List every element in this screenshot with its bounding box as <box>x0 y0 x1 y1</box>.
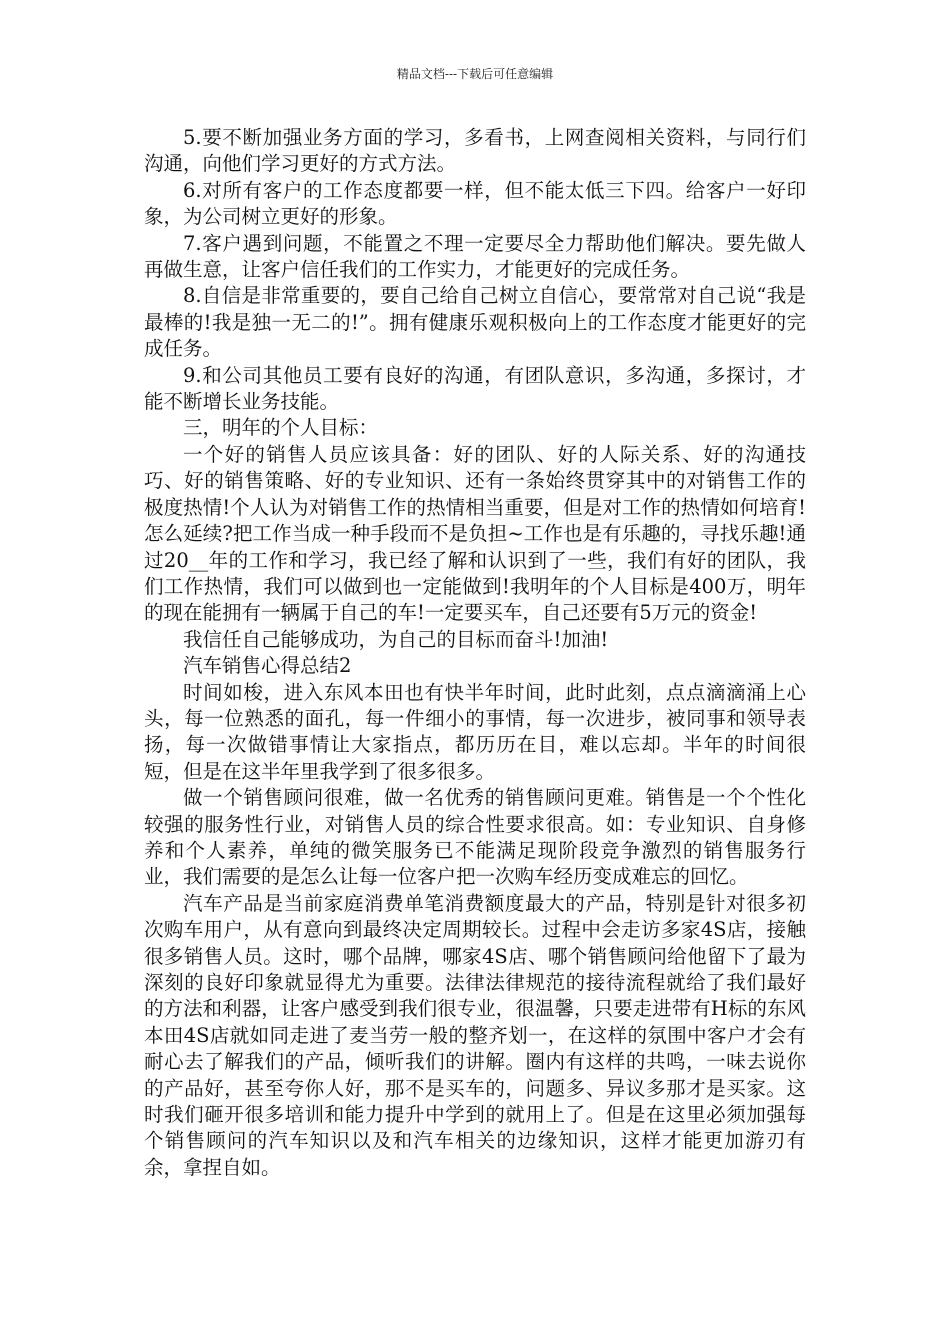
paragraph-item-8: 8.自信是非常重要的，要自己给自己树立自信心，要常常对自己说“我是最棒的!我是独一无二的!”。拥有健康乐观积极向上的工作态度才能更好的完成任务。 <box>144 284 806 361</box>
section-title-summary-2: 汽车销售心得总结2 <box>183 654 352 678</box>
document-body <box>144 125 806 1181</box>
paragraph-item-7: 7.客户遇到问题，不能置之不理一定要尽全力帮助他们解决。要先做人再做生意，让客户信任我们的工作实力，才能更好的完成任务。 <box>144 231 806 282</box>
paragraph-goals: 一个好的销售人员应该具备：好的团队、好的人际关系、好的沟通技巧、好的销售策略、好的专业知识、还有一条始终贯穿其中的对销售工作的极度热情!个人认为对销售工作的热情相当重要，但是对工作的热情如何培育!怎么延续?把工作当成一种手段而不是负担~工作也是有乐趣的，寻找乐趣!通过20__年的工作和学习，我已经了解和认识到了一些，我们有好的团队，我们工作热情，我们可以做到也一定能做到!我明年的个人目标是400万，明年的现在能拥有一辆属于自己的车!一定要买车，自己还要有5万元的资金! <box>144 442 806 625</box>
page-header: 精品文档---下载后可任意编辑 <box>396 67 554 81</box>
paragraph-consultant: 做一个销售顾问很难，做一名优秀的销售顾问更难。销售是一个个性化较强的服务性行业，对销售人员的综合性要求很高。如：专业知识、自身修养和个人素养，单纯的微笑服务已不能满足现阶段竞争激烈的销售服务行业，我们需要的是怎么让每一位客户把一次购车经历变成难忘的回忆。 <box>144 786 806 889</box>
paragraph-product: 汽车产品是当前家庭消费单笔消费额度最大的产品，特别是针对很多初次购车用户，从有意向到最终决定周期较长。过程中会走访多家4S店，接触很多销售人员。这时，哪个品牌，哪家4S店、哪个销售顾问给他留下了最为深刻的良好印象就显得尤为重要。法律法律规范的接待流程就给了我们最好的方法和利器，让客户感受到我们很专业，很温馨，只要走进带有H标的东风本田4S店就如同走进了麦当劳一般的整齐划一，在这样的氛围中客户才会有耐心去了解我们的产品，倾听我们的讲解。圈内有这样的共鸣，一味去说你的产品好，甚至夸你人好，那不是买车的，问题多、异议多那才是买家。这时我们砸开很多培训和能力提升中学到的就用上了。但是在这里必须加强每个销售顾问的汽车知识以及和汽车相关的边缘知识，这样才能更加游刃有余，拿捏自如。 <box>144 891 806 1179</box>
paragraph-item-9: 9.和公司其他员工要有良好的沟通，有团队意识，多沟通，多探讨，才能不断增长业务技能。 <box>144 363 806 414</box>
paragraph-intro: 时间如梭，进入东风本田也有快半年时间，此时此刻，点点滴滴涌上心头，每一位熟悉的面孔，每一件细小的事情，每一次进步，被同事和领导表扬，每一次做错事情让大家指点，都历历在目，难以忘却。半年的时间很短，但是在这半年里我学到了很多很多。 <box>144 680 806 783</box>
paragraph-motto: 我信任自己能够成功，为自己的目标而奋斗!加油! <box>183 627 609 651</box>
paragraph-item-6: 6.对所有客户的工作态度都要一样，但不能太低三下四。给客户一好印象，为公司树立更好的形象。 <box>144 178 806 229</box>
paragraph-item-5: 5.要不断加强业务方面的学习，多看书，上网查阅相关资料，与同行们沟通，向他们学习更好的方式方法。 <box>144 126 806 176</box>
section-heading-goals: 三，明年的个人目标： <box>183 416 379 440</box>
